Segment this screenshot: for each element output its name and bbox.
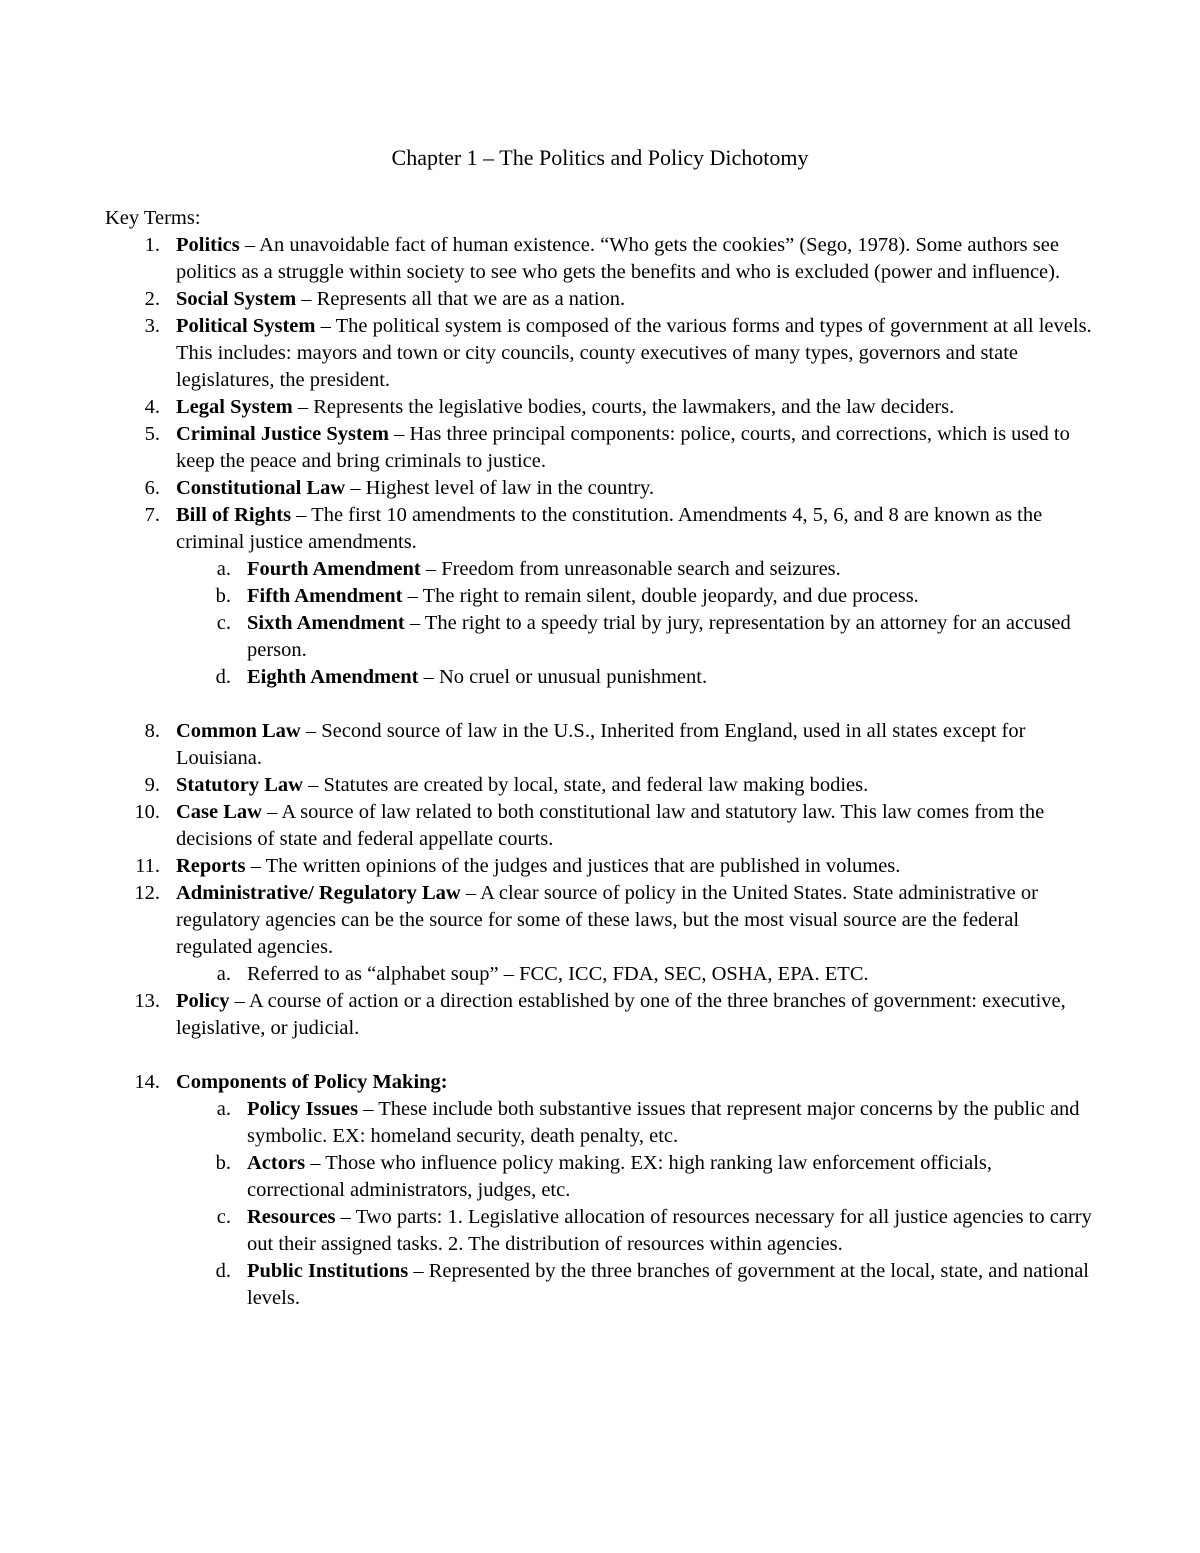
list-item-number: 10. [134, 801, 160, 823]
list-item-text: – Statutes are created by local, state, and federal law making bodies. [302, 774, 869, 796]
list-item-term: Statutory Law [176, 774, 303, 796]
list-item-text: – A clear source of policy in the United States. State administrative or regulatory agencies can be the source for some of these laws, but the most visual source are the federal regulated agencies. [176, 882, 1038, 958]
list-item-text: – Represents all that we are as a nation. [296, 288, 626, 310]
sub-list-item [105, 610, 1095, 664]
list-item [105, 502, 1095, 691]
list-item-text: – The political system is composed of the various forms and types of government at all levels. This includes: mayors and town or city councils, county executives of many types, governors and state legislatures, the president. [176, 315, 1092, 391]
sub-list-item [105, 1096, 1095, 1150]
sub-list [176, 961, 1095, 988]
list-item [105, 772, 1095, 799]
list-item-term: Criminal Justice System [176, 423, 389, 445]
spacer [105, 691, 1095, 718]
sub-item-term: Fourth Amendment [247, 558, 421, 580]
sub-list [176, 556, 1095, 691]
sub-list [176, 1096, 1095, 1312]
list-item-number: 6. [144, 477, 160, 499]
sub-item-letter: b. [215, 1152, 231, 1174]
sub-item-text: – Those who influence policy making. EX: high ranking law enforcement officials, correctional administrators, judges, etc. [247, 1152, 993, 1201]
list-item [105, 232, 1095, 286]
list-item-term: Social System [176, 288, 297, 310]
list-item-term: Legal System [176, 396, 293, 418]
list-item-text: – The first 10 amendments to the constitution. Amendments 4, 5, 6, and 8 are known as the criminal justice amendments. [176, 504, 1043, 553]
list-item-number: 4. [144, 396, 160, 418]
document-body [105, 205, 1095, 1312]
list-item-number: 14. [134, 1071, 160, 1093]
list-item [105, 421, 1095, 475]
list-item [105, 394, 1095, 421]
sub-item-term: Actors [247, 1152, 306, 1174]
list-item [105, 313, 1095, 394]
list-item [105, 718, 1095, 772]
list-item-term: Case Law [176, 801, 262, 823]
sub-item-term: Resources [247, 1206, 336, 1228]
sub-item-text: – Two parts: 1. Legislative allocation of resources necessary for all justice agencies to carry out their assigned tasks. 2. The distribution of resources within agencies. [247, 1206, 1092, 1255]
list-item-term: Politics [176, 234, 240, 256]
sub-list-item [105, 583, 1095, 610]
list-item-text: – Has three principal components: police, courts, and corrections, which is used to keep the peace and bring criminals to justice. [176, 423, 1070, 472]
sub-list-item [105, 1150, 1095, 1204]
list-item-term: Bill of Rights [176, 504, 292, 526]
key-terms-list [105, 232, 1095, 1312]
sub-item-term: Fifth Amendment [247, 585, 403, 607]
sub-item-letter: a. [216, 558, 231, 580]
sub-item-term: Public Institutions [247, 1260, 409, 1282]
list-item-text: – An unavoidable fact of human existence. “Who gets the cookies” (Sego, 1978). Some authors see politics as a struggle within society to see who gets the benefits and who is excluded (power and influence). [176, 234, 1061, 283]
sub-item-text: – No cruel or unusual punishment. [418, 666, 708, 688]
sub-item-letter: b. [215, 585, 231, 607]
sub-item-text: – These include both substantive issues that represent major concerns by the public and symbolic. EX: homeland security, death penalty, etc. [247, 1098, 1080, 1147]
sub-item-term: Eighth Amendment [247, 666, 419, 688]
list-item-term: Political System [176, 315, 316, 337]
list-item-term: Administrative/ Regulatory Law [176, 882, 461, 904]
key-terms-heading: Key Terms: [105, 207, 201, 229]
sub-item-letter: c. [216, 1206, 231, 1228]
spacer [105, 1042, 1095, 1069]
list-item [105, 475, 1095, 502]
list-item-number: 3. [144, 315, 160, 337]
sub-list-item [105, 1204, 1095, 1258]
sub-item-text: Referred to as “alphabet soup” – FCC, ICC, FDA, SEC, OSHA, EPA. ETC. [247, 963, 869, 985]
list-item-term: Common Law [176, 720, 301, 742]
list-item-term: Reports [176, 855, 246, 877]
list-item-number: 11. [135, 855, 160, 877]
list-item-term: Components of Policy Making: [176, 1071, 448, 1093]
list-item-number: 8. [144, 720, 160, 742]
list-item-text: – Highest level of law in the country. [345, 477, 655, 499]
sub-list-item [105, 664, 1095, 691]
sub-list-item [105, 1258, 1095, 1312]
list-item [105, 286, 1095, 313]
list-item [105, 880, 1095, 988]
list-item-text: – Second source of law in the U.S., Inherited from England, used in all states except for Louisiana. [176, 720, 1026, 769]
list-item [105, 988, 1095, 1042]
sub-item-term: Sixth Amendment [247, 612, 405, 634]
list-item-term: Constitutional Law [176, 477, 346, 499]
list-item-number: 5. [144, 423, 160, 445]
list-item-number: 13. [134, 990, 160, 1012]
sub-item-letter: a. [216, 963, 231, 985]
sub-item-letter: a. [216, 1098, 231, 1120]
list-item-term: Policy [176, 990, 230, 1012]
list-item [105, 1069, 1095, 1312]
sub-item-text: – The right to remain silent, double jeopardy, and due process. [402, 585, 919, 607]
sub-item-letter: d. [215, 666, 231, 688]
sub-item-term: Policy Issues [247, 1098, 359, 1120]
list-item-number: 1. [144, 234, 160, 256]
sub-item-text: – Freedom from unreasonable search and seizures. [420, 558, 841, 580]
list-item-number: 12. [134, 882, 160, 904]
list-item-number: 7. [144, 504, 160, 526]
sub-item-letter: c. [216, 612, 231, 634]
list-item-text: – A source of law related to both constitutional law and statutory law. This law comes from the decisions of state and federal appellate courts. [176, 801, 1045, 850]
sub-item-letter: d. [215, 1260, 231, 1282]
list-item-number: 2. [144, 288, 160, 310]
list-item [105, 853, 1095, 880]
document-title: Chapter 1 – The Politics and Policy Dichotomy [391, 145, 809, 170]
sub-list-item [105, 961, 1095, 988]
list-item-number: 9. [144, 774, 160, 796]
list-item-text: – The written opinions of the judges and justices that are published in volumes. [245, 855, 901, 877]
list-item-text: – Represents the legislative bodies, courts, the lawmakers, and the law deciders. [292, 396, 955, 418]
list-item [105, 799, 1095, 853]
list-item-text: – A course of action or a direction established by one of the three branches of government: executive, legislative, or judicial. [176, 990, 1066, 1039]
sub-item-text: – Represented by the three branches of government at the local, state, and national levels. [247, 1260, 1090, 1309]
sub-list-item [105, 556, 1095, 583]
sub-item-text: – The right to a speedy trial by jury, representation by an attorney for an accused person. [247, 612, 1071, 661]
